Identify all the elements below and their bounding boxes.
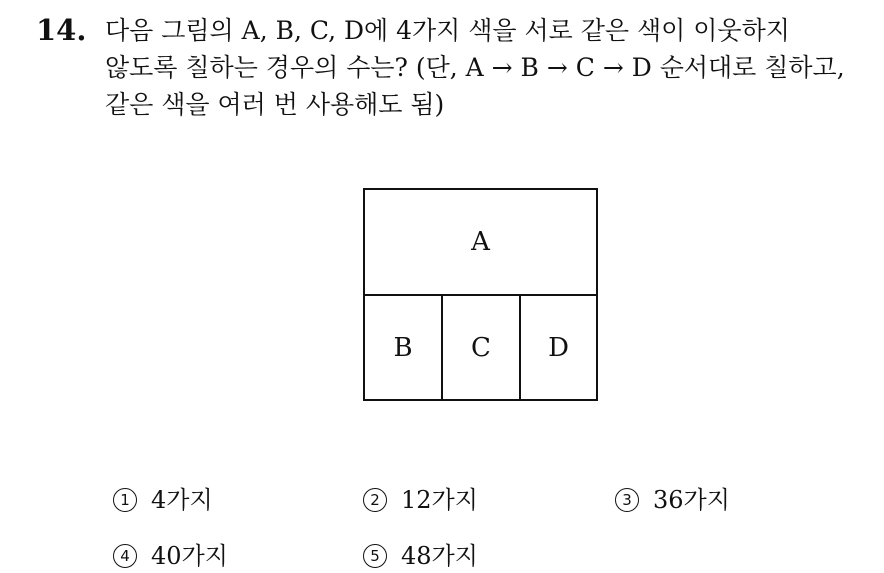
choice-number-mark: 2: [363, 488, 387, 512]
region-a: A: [365, 190, 596, 296]
choice-text: 36가지: [653, 486, 730, 514]
choice-number-mark: 1: [113, 488, 137, 512]
choice-number-mark: 5: [363, 544, 387, 568]
region-d: D: [548, 332, 569, 363]
choice-text: 12가지: [401, 486, 478, 514]
region-figure: [363, 188, 598, 401]
question-line: 같은 색을 여러 번 사용해도 됨): [105, 90, 445, 119]
choice-text: 48가지: [401, 542, 478, 570]
question-number: 14.: [36, 13, 87, 47]
choice-2[interactable]: [363, 485, 478, 515]
question-line: 않도록 칠하는 경우의 수는? (단, A → B → C → D 순서대로 칠하고,: [105, 53, 845, 82]
choice-3[interactable]: [615, 485, 730, 515]
choice-5[interactable]: [363, 541, 478, 571]
choice-1[interactable]: [113, 485, 213, 515]
choice-text: 4가지: [151, 486, 213, 514]
choice-text: 40가지: [151, 542, 228, 570]
question-text: [105, 12, 884, 123]
region-c: C: [443, 296, 521, 399]
choice-number-mark: 4: [113, 544, 137, 568]
question-line: 다음 그림의 A, B, C, D에 4가지 색을 서로 같은 색이 이웃하지: [105, 16, 790, 45]
choice-number-mark: 3: [615, 488, 639, 512]
region-b: B: [365, 296, 443, 399]
choice-4[interactable]: [113, 541, 228, 571]
